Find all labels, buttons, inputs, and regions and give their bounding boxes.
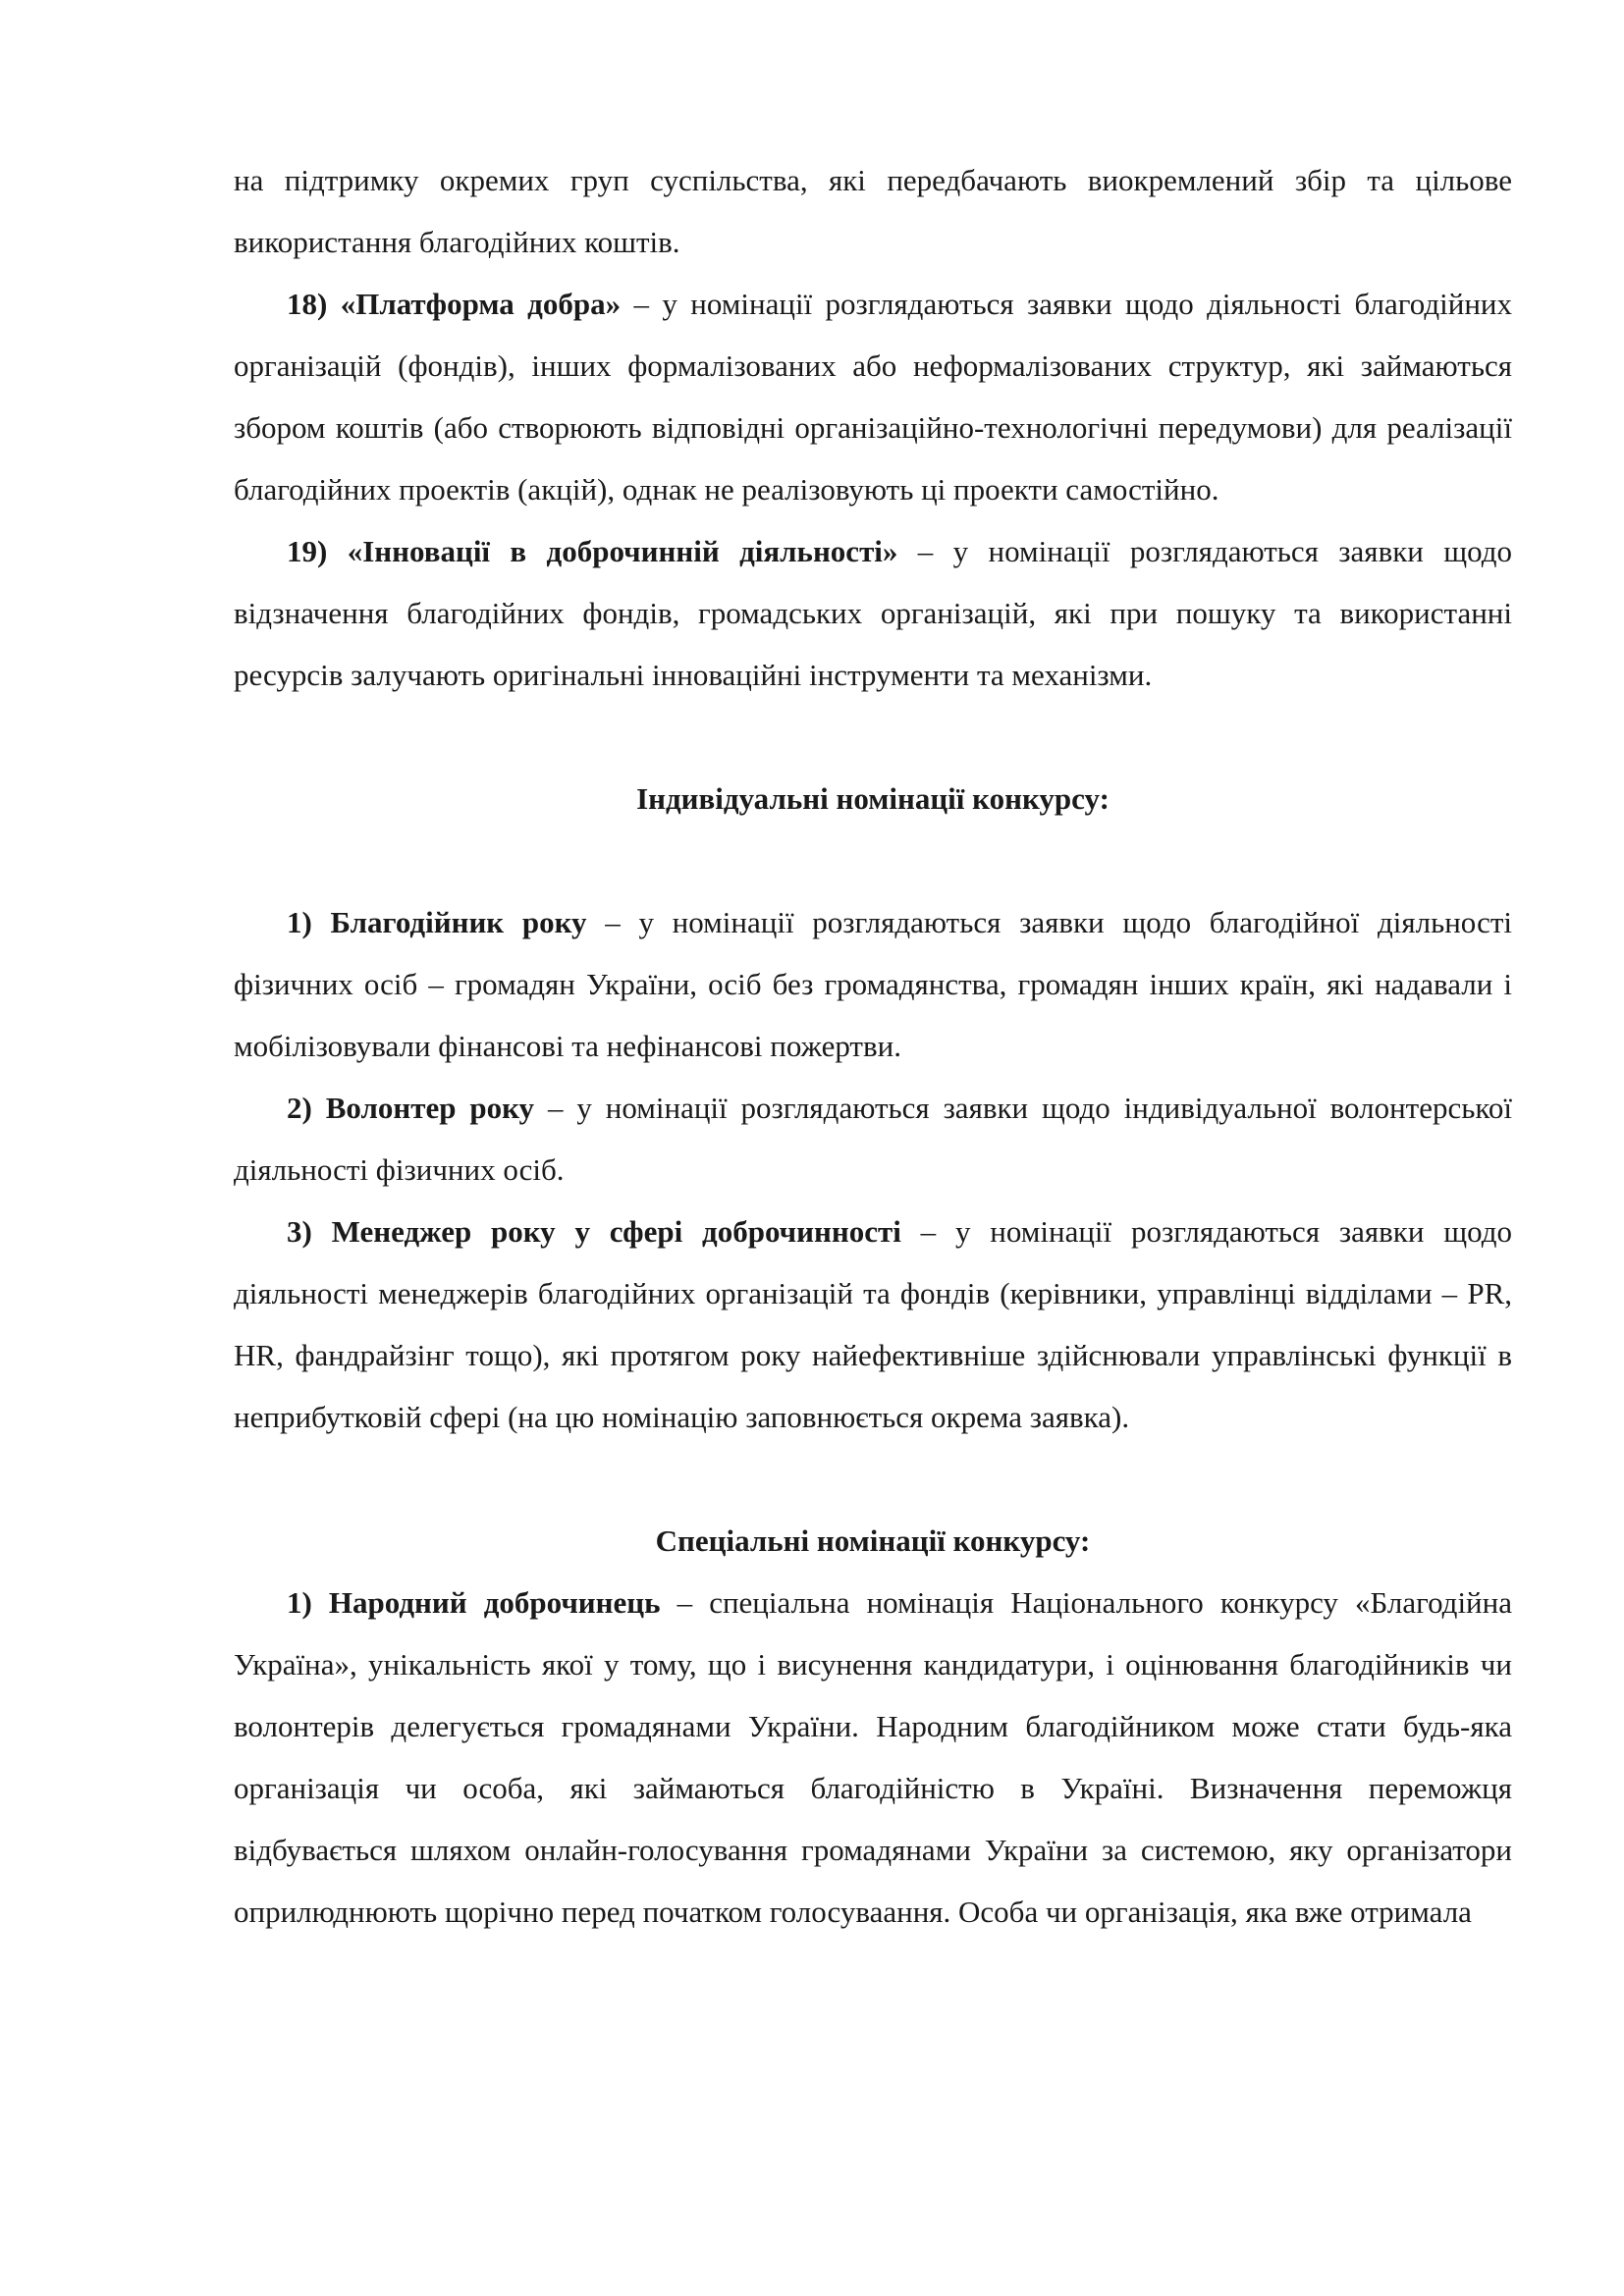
individual-item-1 [234, 891, 1512, 1077]
nomination-title: 3) Менеджер року у сфері доброчинності [287, 1214, 901, 1249]
spacer [234, 706, 1512, 768]
individual-nominations-heading: Індивідуальні номінації конкурсу: [636, 781, 1110, 816]
document-body [234, 149, 1512, 1943]
nomination-item-19 [234, 520, 1512, 706]
nomination-description: – у номінації розглядаються заявки щодо благодійної діяльності фізичних осіб – громадян України, осіб без громадянства, громадян інших країн, які надавали і мобілізовували фінансові та нефінансові пожертви. [234, 905, 1512, 1063]
nomination-title: 2) Волонтер року [287, 1091, 535, 1125]
paragraph-continued [234, 149, 1512, 273]
special-nominations-heading: Спеціальні номінації конкурсу: [655, 1523, 1091, 1558]
nomination-title: 19) «Інновації в доброчинній діяльності» [287, 534, 898, 568]
nomination-title: 1) Народний доброчинець [287, 1585, 661, 1620]
nomination-description: – у номінації розглядаються заявки щодо індивідуальної волонтерської діяльності фізичних осіб. [234, 1091, 1512, 1187]
individual-item-2 [234, 1077, 1512, 1201]
nomination-description: – у номінації розглядаються заявки щодо відзначення благодійних фондів, громадських організацій, які при пошуку та використанні ресурсів залучають оригінальні інноваційні інструменти та механізми. [234, 534, 1512, 692]
nomination-title: 18) «Платформа добра» [287, 287, 622, 321]
nomination-description: – спеціальна номінація Національного конкурсу «Благодійна Україна», унікальність якої у тому, що і висунення кандидатури, і оцінювання благодійників чи волонтерів делегується громадянами України. Народним благодійником може стати будь-яка організація чи особа, які займаються благодійністю в Україні. Визначення переможця відбувається шляхом онлайн-голосування громадянами України за системою, яку організатори оприлюднюють щорічно перед початком голосуваання. Особа чи організація, яка вже отримала [234, 1585, 1512, 1929]
nomination-description: – у номінації розглядаються заявки щодо діяльності менеджерів благодійних організацій та фондів (керівники, управлінці відділами – PR, HR, фандрайзінг тощо), які протягом року найефективніше здійснювали управлінські функції в неприбутковій сфері (на цю номінацію заповнюється окрема заявка). [234, 1214, 1512, 1434]
nomination-description: – у номінації розглядаються заявки щодо діяльності благодійних організацій (фондів), інших формалізованих або неформалізованих структур, які займаються збором коштів (або створюють відповідні організаційно-технологічні передумови) для реалізації благодійних проектів (акцій), однак не реалізовують ці проекти самостійно. [234, 287, 1512, 507]
nomination-title: 1) Благодійник року [287, 905, 587, 939]
nomination-item-18 [234, 273, 1512, 520]
special-item-1 [234, 1572, 1512, 1943]
spacer [234, 829, 1512, 891]
paragraph-text: на підтримку окремих груп суспільства, які передбачають виокремлений збір та цільове використання благодійних коштів. [234, 163, 1512, 259]
spacer [234, 1448, 1512, 1510]
individual-item-3 [234, 1201, 1512, 1448]
